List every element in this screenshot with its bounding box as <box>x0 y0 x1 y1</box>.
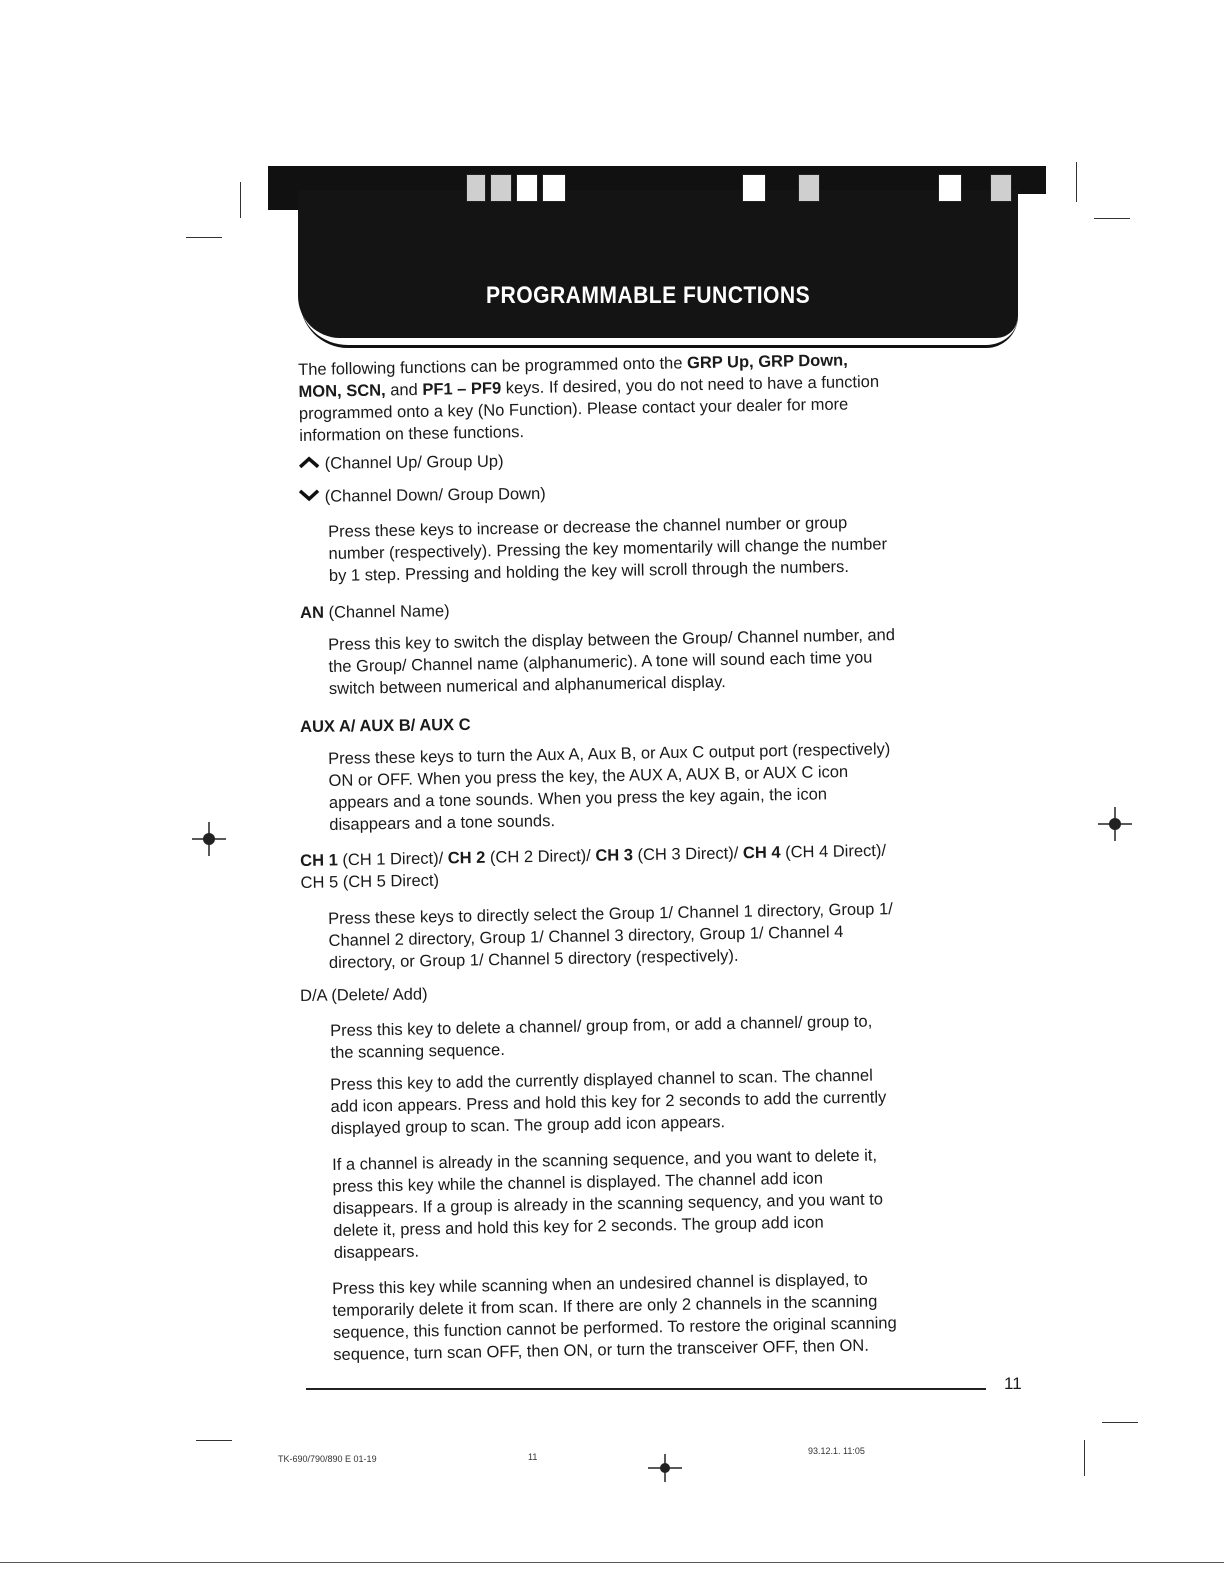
intro-text: and <box>385 380 423 400</box>
text-line: disappears. <box>333 1242 420 1262</box>
channel-down-label: (Channel Down/ Group Down) <box>324 484 546 506</box>
text-line: by 1 step. Pressing and holding the key will scroll through the numbers. <box>328 557 850 585</box>
band-square <box>490 174 512 202</box>
band-square <box>542 174 566 202</box>
an-key: AN <box>300 603 325 622</box>
crop-mark <box>1084 1440 1085 1476</box>
text-line: Press these keys to turn the Aux A, Aux B, or Aux C output port (respectively) <box>328 740 891 768</box>
intro-text: programmed onto a key (No Function). Please contact your dealer for more <box>298 395 849 423</box>
chevron-up-icon <box>298 455 320 469</box>
text-line: number (respectively). Pressing the key momentarily will change the number <box>328 535 888 563</box>
da-paragraph-1 <box>330 1008 1031 1064</box>
band-square <box>466 174 486 202</box>
ch-direct-heading <box>300 837 1031 894</box>
ch-description <box>328 896 1029 974</box>
text-line: the Group/ Channel name (alphanumeric). A tone will sound each time you <box>328 648 873 676</box>
an-label: (Channel Name) <box>323 602 450 622</box>
text-line: Channel 2 directory, Group 1/ Channel 3 directory, Group 1/ Channel 4 <box>328 923 844 950</box>
band-square <box>516 174 538 202</box>
text-line: delete it, press and hold this key for 2 seconds. The group add icon <box>333 1213 824 1240</box>
bottom-rule <box>0 1562 1224 1563</box>
band-square <box>990 174 1012 202</box>
crop-mark <box>1076 162 1077 202</box>
crop-mark <box>196 1440 232 1441</box>
ch-key: CH 4 <box>742 843 781 863</box>
band-square <box>938 174 962 202</box>
text-line: add icon appears. Press and hold this key for 2 seconds to add the currently <box>330 1088 887 1116</box>
intro-keys: GRP Up, GRP Down, <box>686 351 848 373</box>
an-heading <box>300 602 450 623</box>
footer-rule <box>306 1388 986 1390</box>
band-square <box>742 174 766 202</box>
text-line: the scanning sequence. <box>330 1040 506 1062</box>
page-title: PROGRAMMABLE FUNCTIONS <box>486 282 811 309</box>
text-line: Press these keys to directly select the Group 1/ Channel 1 directory, Group 1/ <box>328 900 893 928</box>
intro-text: The following functions can be programmed onto the <box>298 354 688 379</box>
text-line: Press this key to add the currently displayed channel to scan. The channel <box>330 1066 873 1094</box>
text-line: temporarily delete it from scan. If there are only 2 channels in the scanning <box>332 1292 878 1320</box>
aux-description <box>328 736 1029 836</box>
intro-paragraph <box>298 346 1019 447</box>
crop-mark <box>186 237 222 238</box>
registration-mark-icon <box>648 1454 682 1482</box>
text-line: displayed group to scan. The group add icon appears. <box>330 1113 726 1138</box>
text-line: sequence, this function cannot be performed. To restore the original scanning <box>332 1314 897 1342</box>
header-band-tab <box>268 194 300 210</box>
intro-text: keys. If desired, you do not need to have a function <box>501 372 880 398</box>
intro-keys: PF1 – PF9 <box>422 379 502 399</box>
ch-label: (CH 1 Direct)/ <box>337 849 448 870</box>
da-heading <box>300 985 428 1006</box>
crop-mark <box>240 182 241 218</box>
text-line: Press this key while scanning when an undesired channel is displayed, to <box>332 1270 868 1298</box>
ch-label: (CH 4 Direct)/ <box>780 841 887 862</box>
aux-heading: AUX A/ AUX B/ AUX C <box>300 715 471 736</box>
channel-up-label: (Channel Up/ Group Up) <box>324 452 504 473</box>
ch-label: (CH 3 Direct)/ <box>632 844 744 865</box>
ch-label: (CH 2 Direct)/ <box>485 846 596 867</box>
text-line: appears and a tone sounds. When you press the key again, the icon <box>328 785 828 812</box>
page-number: 11 <box>1004 1374 1022 1393</box>
da-label: (Delete/ Add) <box>326 985 428 1005</box>
channel-down-heading <box>298 485 546 507</box>
da-key: D/A <box>300 986 327 1005</box>
text-line: If a channel is already in the scanning sequence, and you want to delete it, <box>332 1146 878 1174</box>
da-paragraph-2 <box>330 1062 1031 1140</box>
text-line: disappears. If a group is already in the scanning sequency, and you want to <box>332 1190 884 1218</box>
ch-label: CH 5 (CH 5 Direct) <box>300 871 440 892</box>
da-paragraph-3 <box>332 1142 1034 1264</box>
ch-key: CH 2 <box>447 848 486 868</box>
intro-keys: MON, SCN, <box>298 381 386 401</box>
updown-description <box>328 509 1029 587</box>
text-line: disappears and a tone sounds. <box>329 812 556 834</box>
band-square <box>798 174 820 202</box>
text-line: press this key while the channel is displayed. The channel add icon <box>332 1169 824 1196</box>
text-line: ON or OFF. When you press the key, the AUX A, AUX B, or AUX C icon <box>328 762 849 790</box>
print-page-ref: 11 <box>528 1452 538 1462</box>
crop-mark <box>1094 218 1130 219</box>
text-line: Press this key to switch the display between the Group/ Channel number, and <box>328 626 896 654</box>
channel-up-heading <box>298 452 504 474</box>
text-line: sequence, turn scan OFF, then ON, or turn the transceiver OFF, then ON. <box>333 1336 869 1364</box>
ch-key: CH 3 <box>595 846 634 865</box>
text-line: directory, or Group 1/ Channel 5 directory (respectively). <box>328 946 739 972</box>
registration-mark-icon <box>1098 807 1132 841</box>
da-paragraph-4 <box>332 1266 1033 1366</box>
chevron-down-icon <box>298 488 320 502</box>
text-line: switch between numerical and alphanumerical display. <box>328 673 726 698</box>
print-date: 93.12.1. 11:05 <box>808 1446 865 1456</box>
intro-text: information on these functions. <box>299 423 525 445</box>
text-line: Press these keys to increase or decrease the channel number or group <box>328 513 848 541</box>
ch-key: CH 1 <box>300 851 338 870</box>
crop-mark <box>1102 1422 1138 1423</box>
print-code: TK-690/790/890 E 01-19 <box>278 1454 377 1464</box>
registration-mark-icon <box>192 822 226 856</box>
an-description <box>328 622 1029 700</box>
text-line: Press this key to delete a channel/ group from, or add a channel/ group to, <box>330 1012 873 1040</box>
